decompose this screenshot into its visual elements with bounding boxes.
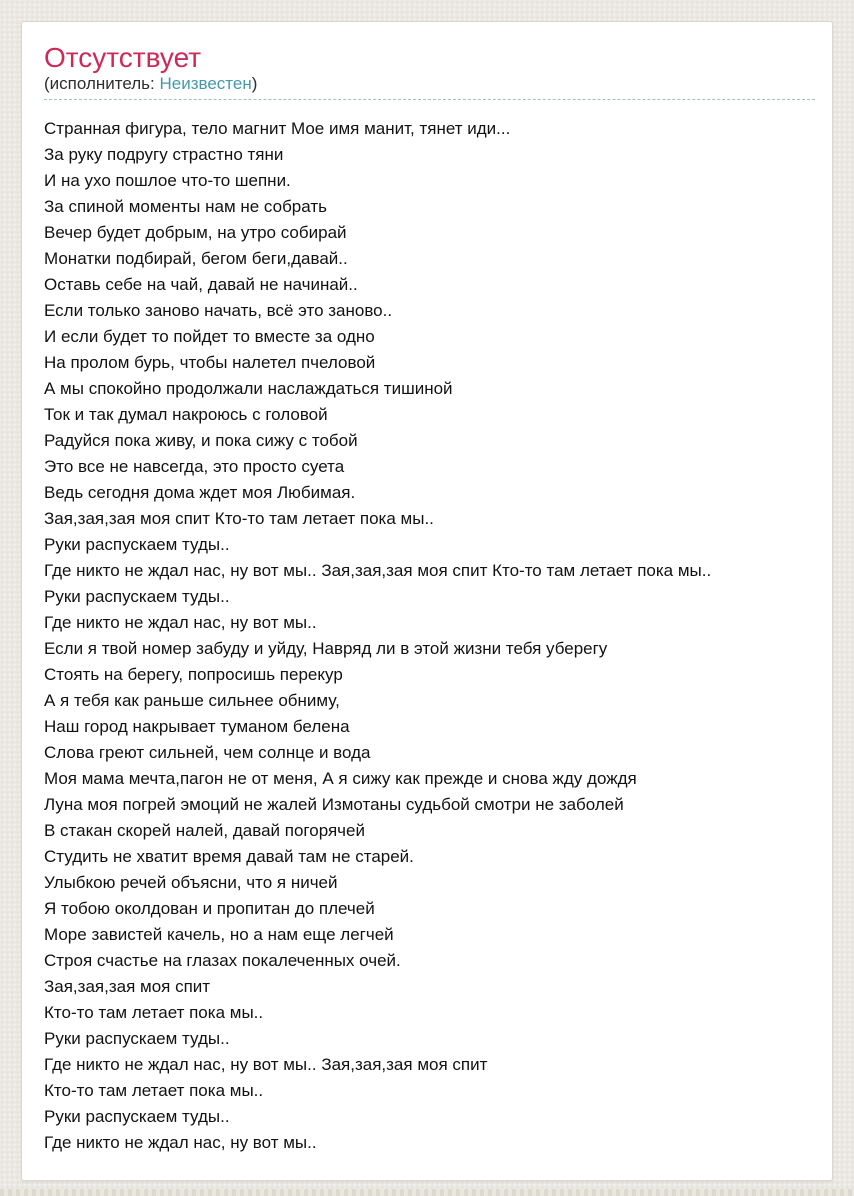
lyric-line: Слова греют сильней, чем солнце и вода [44, 743, 371, 763]
lyric-line: Руки распускаем туды.. [44, 1029, 230, 1049]
lyric-line: Монатки подбирай, бегом беги,давай.. [44, 249, 348, 269]
lyric-line: Луна моя погрей эмоций не жалей Измотаны судьбой смотри не заболей [44, 795, 624, 815]
lyric-line: И если будет то пойдет то вместе за одно [44, 327, 375, 347]
lyric-line: Где никто не ждал нас, ну вот мы.. Зая,зая,зая моя спит [44, 1055, 488, 1075]
lyric-line: Наш город накрывает туманом белена [44, 717, 350, 737]
lyric-line: В стакан скорей налей, давай погорячей [44, 821, 365, 841]
lyric-line: Я тобою околдован и пропитан до плечей [44, 899, 375, 919]
lyric-line: Моя мама мечта,пагон не от меня, А я сижу как прежде и снова жду дождя [44, 769, 637, 789]
lyric-line: Руки распускаем туды.. [44, 1107, 230, 1127]
lyric-line: Ток и так думал накроюсь с головой [44, 405, 328, 425]
lyric-line: Студить не хватит время давай там не старей. [44, 847, 414, 867]
lyric-line: Строя счастье на глазах покалеченных очей. [44, 951, 401, 971]
lyric-line: Где никто не ждал нас, ну вот мы.. [44, 1133, 317, 1153]
artist-label-suffix: ) [251, 74, 258, 94]
lyric-line: Улыбкою речей объясни, что я ничей [44, 873, 338, 893]
lyric-line: Если только заново начать, всё это заново.. [44, 301, 393, 321]
artist-link[interactable]: Неизвестен [159, 74, 252, 94]
artist-label-prefix: (исполнитель: [44, 74, 160, 94]
lyric-line: Кто-то там летает пока мы.. [44, 1003, 264, 1023]
lyric-line: Вечер будет добрым, на утро собирай [44, 223, 347, 243]
lyric-line: Радуйся пока живу, и пока сижу с тобой [44, 431, 358, 451]
lyric-line: Где никто не ждал нас, ну вот мы.. [44, 613, 317, 633]
lyric-line: Оставь себе на чай, давай не начинай.. [44, 275, 358, 295]
lyric-line: Где никто не ждал нас, ну вот мы.. Зая,зая,зая моя спит Кто-то там летает пока мы.. [44, 561, 712, 581]
song-title: Отсутствует [44, 42, 202, 73]
lyric-line: Это все не навсегда, это просто суета [44, 457, 345, 477]
lyric-line: За спиной моменты нам не собрать [44, 197, 327, 217]
lyric-line: Если я твой номер забуду и уйду, Навряд ли в этой жизни тебя уберегу [44, 639, 608, 659]
lyrics-card [21, 21, 833, 1181]
bottom-texture-strip [0, 1189, 854, 1196]
lyric-line: А мы спокойно продолжали наслаждаться тишиной [44, 379, 453, 399]
lyric-line: Зая,зая,зая моя спит Кто-то там летает пока мы.. [44, 509, 434, 529]
lyric-line: Странная фигура, тело магнит Мое имя манит, тянет иди... [44, 119, 511, 139]
lyric-line: За руку подругу страстно тяни [44, 145, 284, 165]
lyric-line: Зая,зая,зая моя спит [44, 977, 211, 997]
lyrics-block [44, 116, 815, 1156]
lyric-line: Руки распускаем туды.. [44, 535, 230, 555]
lyric-line: На пролом бурь, чтобы налетел пчеловой [44, 353, 376, 373]
lyric-line: Руки распускаем туды.. [44, 587, 230, 607]
lyric-line: Море завистей качель, но а нам еще легчей [44, 925, 394, 945]
lyric-line: А я тебя как раньше сильнее обниму, [44, 691, 340, 711]
artist-line [44, 73, 815, 100]
lyric-line: И на ухо пошлое что-то шепни. [44, 171, 291, 191]
lyric-line: Стоять на берегу, попросишь перекур [44, 665, 343, 685]
lyric-line: Ведь сегодня дома ждет моя Любимая. [44, 483, 356, 503]
lyric-line: Кто-то там летает пока мы.. [44, 1081, 264, 1101]
